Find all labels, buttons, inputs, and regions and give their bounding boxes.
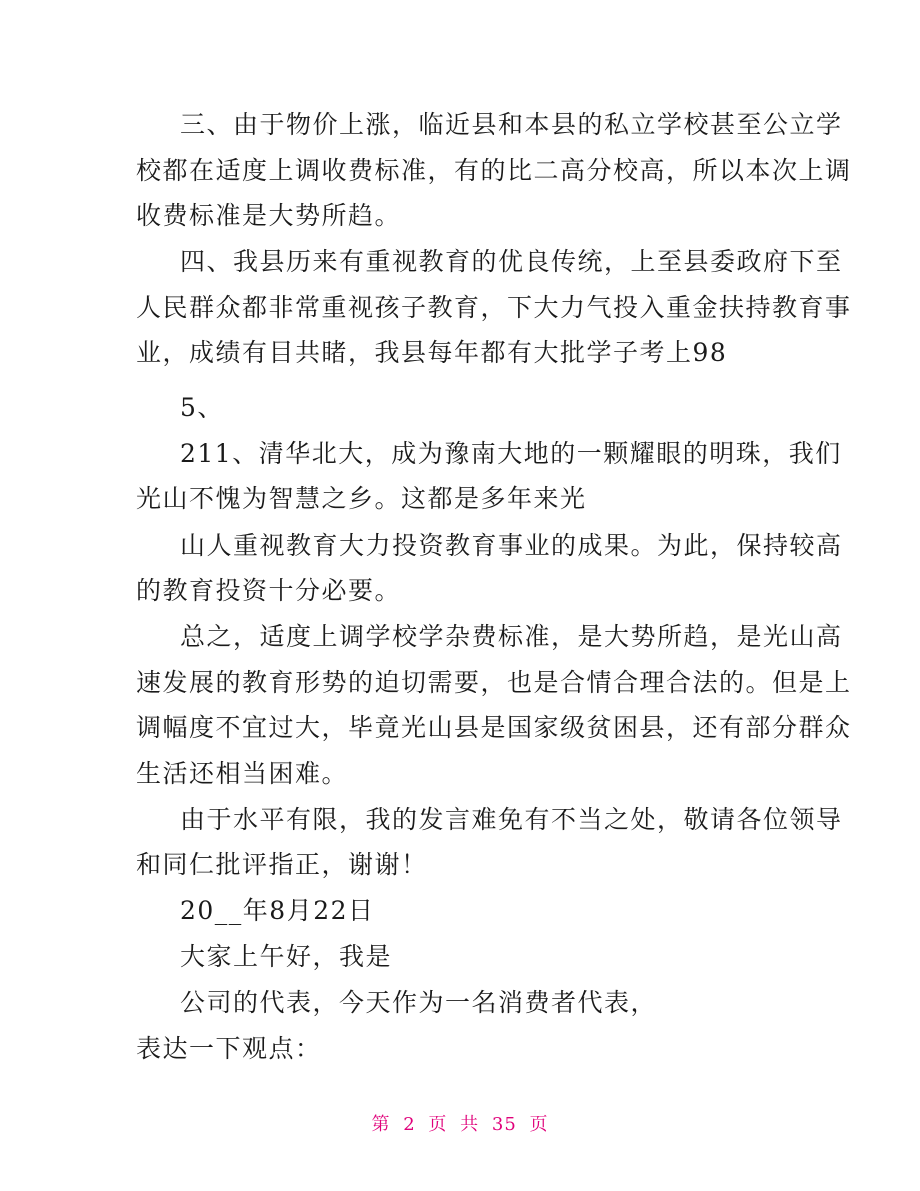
text-line: 三、由于物价上涨，临近县和本县的私立学校甚至公立学 <box>180 110 843 139</box>
text-line: 的教育投资十分必要。 <box>136 576 402 605</box>
text-line: 公司的代表，今天作为一名消费者代表， <box>180 988 658 1017</box>
text-line: 收费标准是大势所趋。 <box>136 201 402 230</box>
text-line: 调幅度不宜过大，毕竟光山县是国家级贫困县，还有部分群众 <box>136 713 852 742</box>
text-line: 光山不愧为智慧之乡。这都是多年来光 <box>136 484 587 513</box>
footer-prefix: 第 <box>371 1114 391 1135</box>
footer-suffix: 页 <box>529 1114 549 1135</box>
text-line: 山人重视教育大力投资教育事业的成果。为此，保持较高 <box>180 531 843 560</box>
text-line: 四、我县历来有重视教育的优良传统，上至县委政府下至 <box>180 247 843 276</box>
text-line: 生活还相当困难。 <box>136 759 349 788</box>
text-line: 速发展的教育形势的迫切需要，也是合情合理合法的。但是上 <box>136 668 852 697</box>
text-line: 表达一下观点： <box>136 1034 322 1063</box>
footer-page-word: 页 <box>428 1114 448 1135</box>
text-line: 校都在适度上调收费标准，有的比二高分校高，所以本次上调 <box>136 156 852 185</box>
text-line: 大家上午好，我是 <box>180 942 393 971</box>
text-line: 5、 <box>180 393 224 422</box>
text-line: 和同仁批评指正，谢谢！ <box>136 850 428 879</box>
footer-current-page: 2 <box>403 1114 416 1135</box>
text-line: 人民群众都非常重视孩子教育，下大力气投入重金扶持教育事 <box>136 293 852 322</box>
page-footer <box>0 1113 920 1137</box>
text-line: 211、清华北大，成为豫南大地的一颗耀眼的明珠，我们 <box>180 439 842 468</box>
footer-total-pages: 35 <box>491 1114 517 1135</box>
text-line: 由于水平有限，我的发言难免有不当之处，敬请各位领导 <box>180 805 843 834</box>
text-line: 业，成绩有目共睹，我县每年都有大批学子考上98 <box>136 338 728 367</box>
text-line: 总之，适度上调学校学杂费标准，是大势所趋，是光山高 <box>180 622 843 651</box>
date-line: 20__年8月22日 <box>180 896 375 925</box>
footer-total-word: 共 <box>460 1114 480 1135</box>
